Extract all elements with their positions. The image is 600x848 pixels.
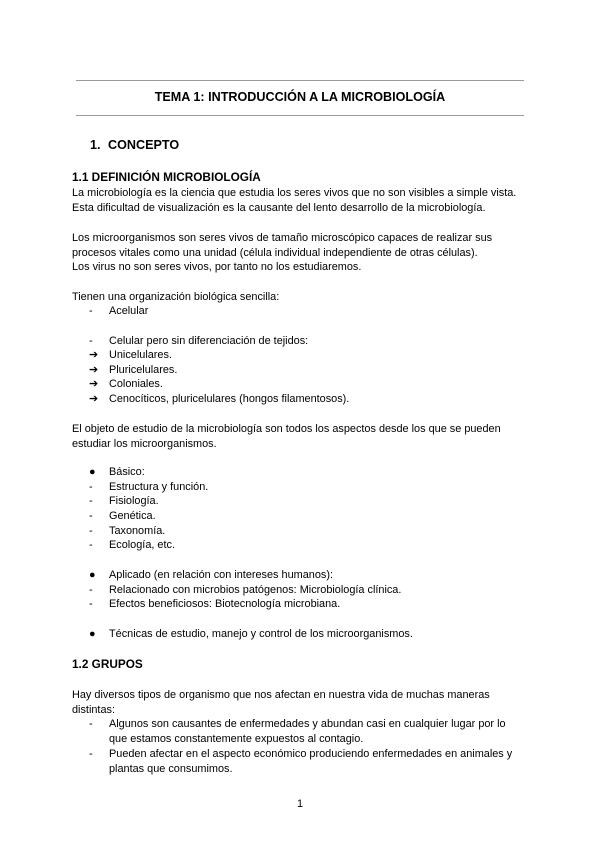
dash-marker: -	[89, 510, 93, 522]
dash-marker: -	[89, 335, 93, 347]
list-item-text: Coloniales.	[109, 378, 163, 390]
page-title: TEMA 1: INTRODUCCIÓN A LA MICROBIOLOGÍA	[154, 90, 446, 104]
bullet-marker: ●	[89, 466, 96, 478]
list-item-text: Estructura y función.	[109, 481, 209, 493]
list-item-text: Celular pero sin diferenciación de tejidos:	[109, 335, 309, 347]
list-item-text: Fisiología.	[109, 495, 159, 507]
section-title: CONCEPTO	[108, 138, 180, 152]
title-bottom-rule	[76, 115, 524, 116]
text-line: que estamos constantemente expuestos al contagio.	[109, 732, 364, 745]
text-line: El objeto de estudio de la microbiología son todos los aspectos desde los que se pueden	[72, 423, 501, 435]
section-heading-concepto	[90, 137, 550, 153]
arrow-right-icon: ➔	[89, 364, 99, 376]
text-line: distintas:	[72, 703, 115, 716]
text-line: Hay diversos tipos de organismo que nos afectan en nuestra vida de muchas maneras	[72, 689, 490, 701]
title-top-rule	[76, 80, 524, 81]
bullet-marker: ●	[89, 569, 96, 581]
text-line: plantas que consumimos.	[109, 762, 233, 775]
list-item-text: Aplicado (en relación con intereses humanos):	[109, 569, 333, 581]
dash-marker: -	[89, 305, 93, 317]
list-item-text: Ecología, etc.	[109, 539, 175, 551]
arrow-right-icon: ➔	[89, 349, 99, 361]
dash-marker: -	[89, 495, 93, 507]
subsection-heading-definicion: 1.1 DEFINICIÓN MICROBIOLOGÍA	[72, 170, 261, 184]
arrow-right-icon: ➔	[89, 378, 99, 390]
list-item-text: Básico:	[109, 466, 145, 478]
text-line: Pueden afectar en el aspecto económico produciendo enfermedades en animales y	[109, 748, 513, 760]
paragraph-definicion	[72, 186, 532, 215]
subsection-heading-grupos: 1.2 GRUPOS	[72, 657, 143, 671]
page-number: 1	[296, 798, 304, 810]
dash-marker: -	[89, 748, 93, 760]
text-line: Algunos son causantes de enfermedades y abundan casi en cualquier lugar por lo	[109, 718, 506, 730]
text-line: Los virus no son seres vivos, por tanto no los estudiaremos.	[72, 261, 362, 274]
arrow-right-icon: ➔	[89, 393, 99, 405]
paragraph-microorganismos	[72, 231, 532, 275]
paragraph-objeto	[72, 422, 532, 451]
dash-marker: -	[89, 481, 93, 493]
list-item-text: Acelular	[109, 305, 149, 317]
bullet-marker: ●	[89, 628, 96, 640]
text-line: Esta dificultad de visualización es la causante del lento desarrollo de la microbiología.	[72, 201, 486, 214]
list-item-text: Unicelulares.	[109, 349, 172, 361]
list-item-text: Taxonomía.	[109, 525, 166, 537]
list-item-text: Pluricelulares.	[109, 364, 178, 376]
list-item-text: Genética.	[109, 510, 156, 522]
paragraph-organizacion-intro: Tienen una organización biológica sencilla:	[72, 291, 280, 303]
text-line: estudiar los microorganismos.	[72, 437, 217, 450]
list-item-text: Técnicas de estudio, manejo y control de los microorganismos.	[109, 628, 413, 640]
dash-marker: -	[89, 584, 93, 596]
text-line: procesos vitales como una unidad (célula individual independiente de otras células).	[72, 246, 478, 259]
text-line: Los microorganismos son seres vivos de tamaño microscópico capaces de realizar sus	[72, 232, 493, 244]
dash-marker: -	[89, 539, 93, 551]
list-item-text: Relacionado con microbios patógenos: Microbiología clínica.	[109, 584, 402, 596]
list-item-text	[109, 717, 521, 746]
paragraph-grupos-intro	[72, 688, 532, 717]
dash-marker: -	[89, 718, 93, 730]
list-item-text: Efectos beneficiosos: Biotecnología microbiana.	[109, 598, 341, 610]
dash-marker: -	[89, 598, 93, 610]
section-number: 1.	[90, 138, 101, 152]
list-item-text: Cenocíticos, pluricelulares (hongos filamentosos).	[109, 393, 350, 405]
dash-marker: -	[89, 525, 93, 537]
text-line: La microbiología es la ciencia que estudia los seres vivos que no son visibles a simple vista.	[72, 187, 517, 199]
list-item-text	[109, 747, 521, 776]
